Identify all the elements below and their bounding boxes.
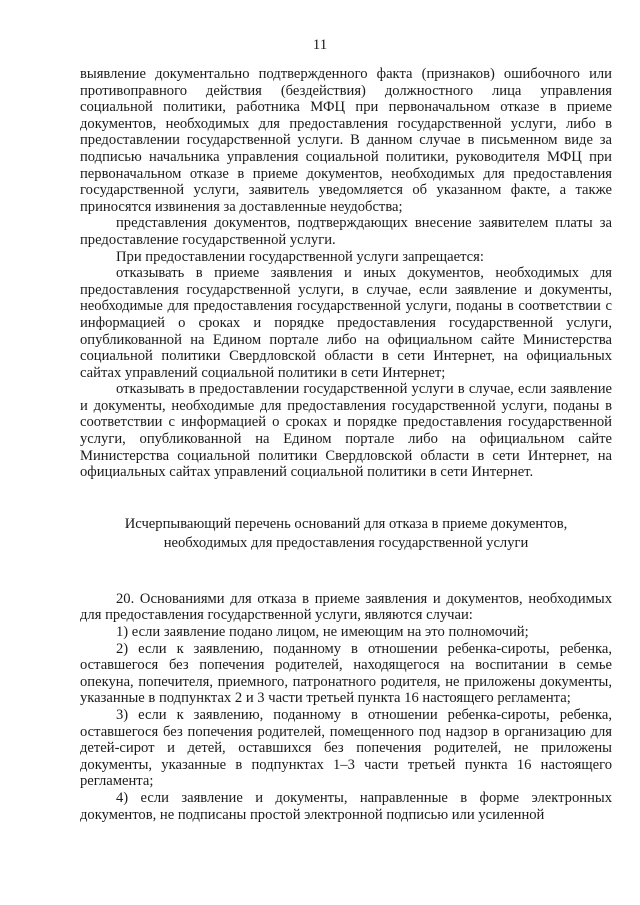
section-heading-line-1: Исчерпывающий перечень оснований для отказа в приеме документов, xyxy=(124,515,568,532)
clause-20-item-3: 3) если к заявлению, поданному в отношении ребенка-сироты, ребенка, оставшегося без попечения родителей, помещенного под надзор в организацию для детей-сирот и детей, оставшихся без попечения родителей, не приложены документы, указанные в подпунктах 1–3 части третьей пункта 16 настоящего регламента; xyxy=(80,707,612,790)
page-number: 11 xyxy=(312,37,328,53)
paragraph-documented-fact: выявление документально подтвержденного факта (признаков) ошибочного или противоправного действия (бездействия) должностного лица управления социальной политики, работника МФЦ при первоначальном отказе в приеме документов, необходимых для предоставления государственной услуги, либо в предоставлении государственной услуги. В данном случае в письменном виде за подписью начальника управления социальной политики, руководителя МФЦ при первоначальном отказе в приеме документов, необходимых для предоставления государственной услуги, заявитель уведомляется об указанном факте, а также приносятся извинения за доставленные неудобства; xyxy=(80,66,612,215)
section-heading-line-2: необходимых для предоставления государственной услуги xyxy=(163,534,529,551)
clause-20-item-4: 4) если заявление и документы, направленные в форме электронных документов, не подписаны простой электронной подписью или усиленной xyxy=(80,789,612,823)
clause-20-item-2: 2) если к заявлению, поданному в отношении ребенка-сироты, ребенка, оставшегося без попечения родителей, находящегося на воспитании в семье опекуна, попечителя, приемного, патронатного родителя, не приложены документы, указанные в подпунктах 2 и 3 части третьей пункта 16 настоящего регламента; xyxy=(80,640,612,707)
paragraph-refuse-provision: отказывать в предоставлении государственной услуги в случае, если заявление и документы, необходимые для предоставления государственной услуги, поданы в соответствии с информацией о сроках и порядке предоставления государственной услуги, опубликованной на Едином портале либо на официальном сайте Министерства социальной политики Свердловской области в сети Интернет, на официальных сайтах управлений социальной политики в сети Интернет. xyxy=(80,381,612,481)
section-heading xyxy=(80,515,612,553)
document-body xyxy=(80,66,612,823)
clause-20-item-1: 1) если заявление подано лицом, не имеющим на это полномочий; xyxy=(116,624,529,641)
paragraph-refuse-acceptance: отказывать в приеме заявления и иных документов, необходимых для предоставления государственной услуги, в случае, если заявление и документы, необходимые для предоставления государственной услуги, поданы в соответствии с информацией о сроках и порядке предоставления государственной услуги, опубликованной на Едином портале либо на официальном сайте Министерства социальной политики Свердловской области в сети Интернет, на официальных сайтах управлений социальной политики в сети Интернет; xyxy=(80,265,612,381)
paragraph-prohibitions-intro: При предоставлении государственной услуги запрещается: xyxy=(116,248,484,265)
paragraph-payment-documents: представления документов, подтверждающих внесение заявителем платы за предоставление государственной услуги. xyxy=(80,215,612,248)
clause-20-intro: 20. Основаниями для отказа в приеме заявления и документов, необходимых для предоставления государственной услуги, являются случаи: xyxy=(80,590,612,624)
